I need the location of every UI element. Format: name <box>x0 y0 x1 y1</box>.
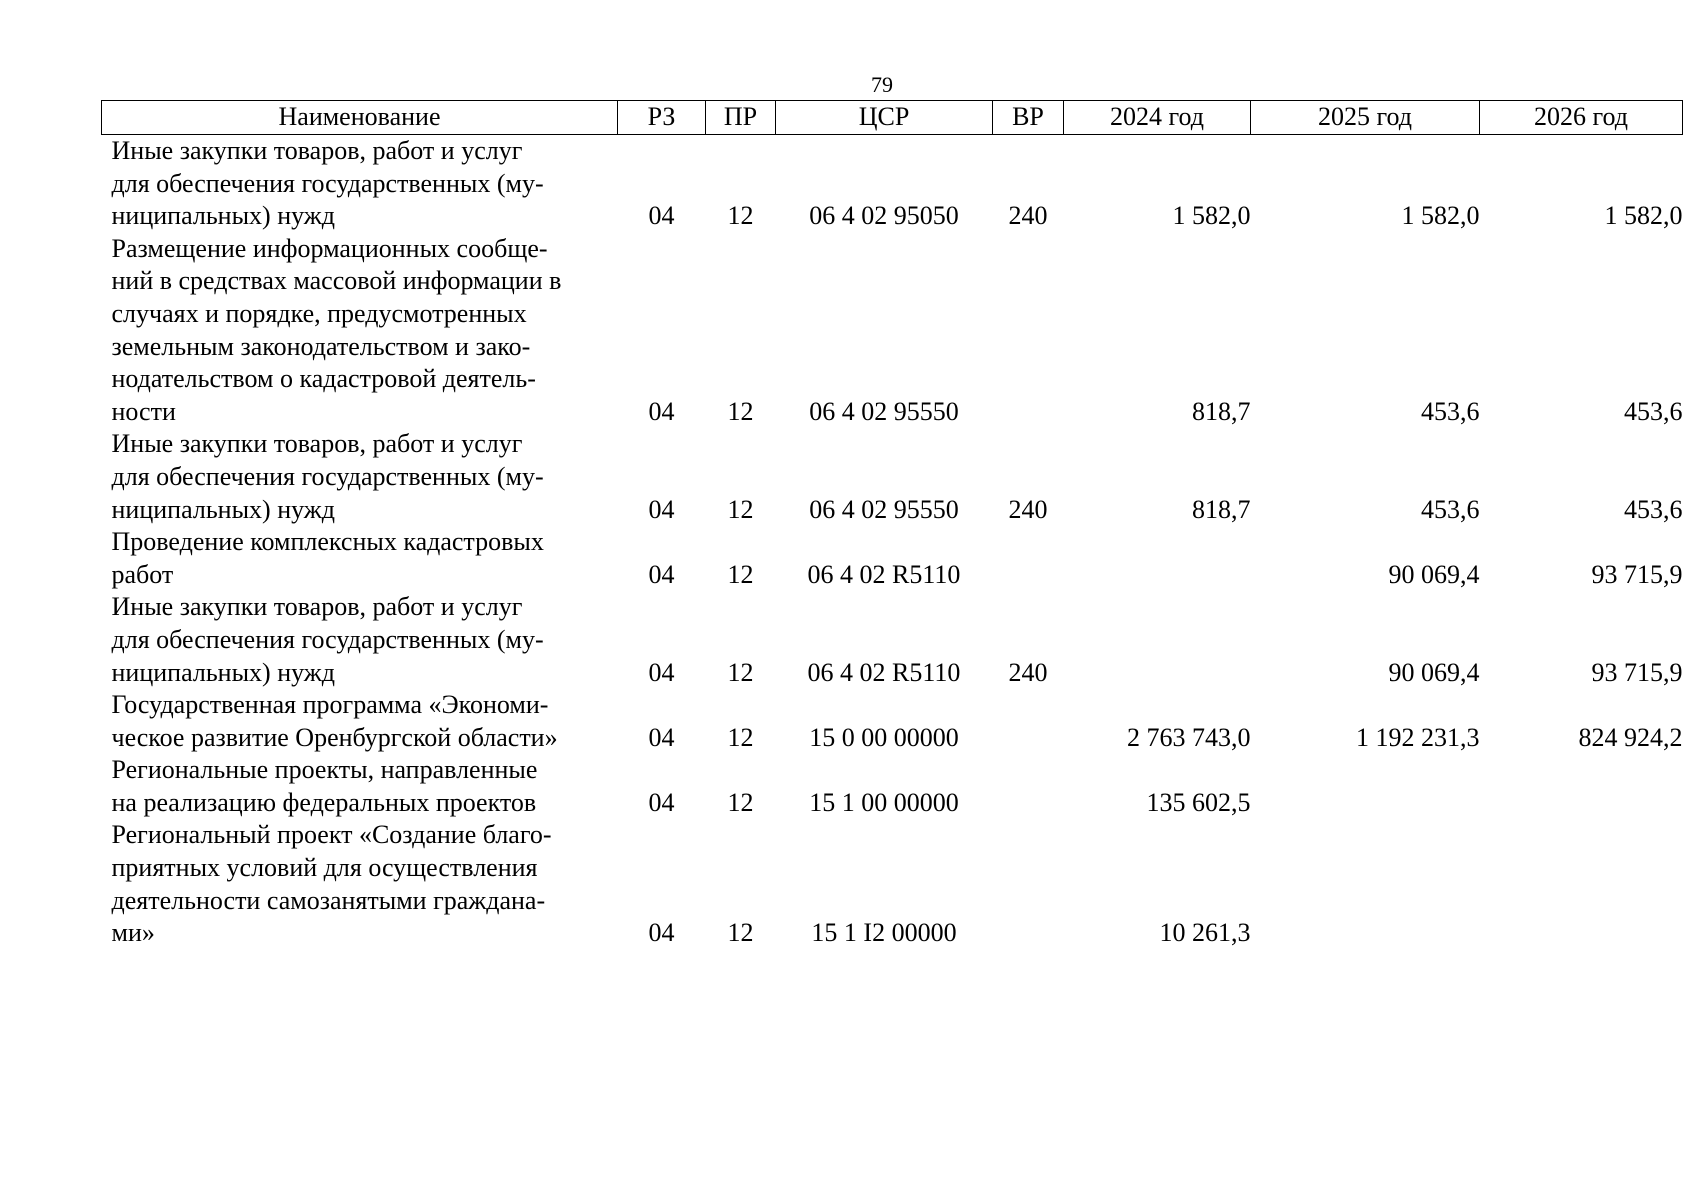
name-line: случаях и порядке, предусмотренных <box>111 298 527 328</box>
name-line: Региональные проекты, направленные <box>111 755 538 785</box>
col-header-rz: РЗ <box>618 101 706 135</box>
col-header-2025: 2025 год <box>1251 101 1480 135</box>
name-line: Иные закупки товаров, работ и услуг <box>111 592 523 622</box>
name-line: деятельности самозанятыми граждана- <box>111 885 546 915</box>
col-header-name: Наименование <box>102 101 618 135</box>
name-line: Размещение информационных сообще- <box>111 233 548 263</box>
cell-name <box>102 233 618 429</box>
cell-pr: 12 <box>727 494 754 524</box>
cell-2025: 453,6 <box>1421 396 1480 426</box>
name-line: на реализацию федеральных проектов <box>111 787 537 817</box>
name-line: ческое развитие Оренбургской области» <box>111 722 558 752</box>
table-header-row <box>102 101 1683 135</box>
name-line: ниципальных) нужд <box>111 657 335 687</box>
name-line: ний в средствах массовой информации в <box>111 266 562 296</box>
name-line: работ <box>111 559 174 589</box>
cell-2024: 135 602,5 <box>1146 787 1251 817</box>
cell-csr: 06 4 02 95050 <box>809 201 959 231</box>
col-header-2026: 2026 год <box>1480 101 1683 135</box>
cell-pr: 12 <box>727 787 754 817</box>
cell-2025: 1 192 231,3 <box>1356 722 1480 752</box>
cell-2025: 453,6 <box>1421 494 1480 524</box>
cell-vr <box>993 754 1064 819</box>
cell-name <box>102 526 618 591</box>
page-number: 79 <box>871 72 893 97</box>
cell-2025: 90 069,4 <box>1388 559 1480 589</box>
cell-csr: 15 1 I2 00000 <box>811 918 957 948</box>
cell-2024: 10 261,3 <box>1159 918 1251 948</box>
cell-vr <box>993 689 1064 754</box>
cell-csr: 06 4 02 95550 <box>809 494 959 524</box>
col-header-csr: ЦСР <box>776 101 993 135</box>
cell-vr <box>993 233 1064 429</box>
cell-2026: 93 715,9 <box>1591 559 1683 589</box>
table-row <box>102 591 1683 689</box>
cell-name <box>102 591 618 689</box>
name-line: нодательством о кадастровой деятель- <box>111 364 536 394</box>
cell-rz: 04 <box>648 787 675 817</box>
cell-pr: 12 <box>727 657 754 687</box>
col-header-pr: ПР <box>706 101 776 135</box>
table-row <box>102 689 1683 754</box>
cell-vr: 240 <box>1008 201 1048 231</box>
table-body <box>102 135 1683 950</box>
cell-2025: 90 069,4 <box>1388 657 1480 687</box>
cell-csr: 06 4 02 95550 <box>809 396 959 426</box>
name-line: для обеспечения государственных (му- <box>111 168 544 198</box>
cell-vr: 240 <box>1008 494 1048 524</box>
cell-2025: 1 582,0 <box>1401 201 1480 231</box>
name-line: ности <box>111 396 176 426</box>
cell-2024 <box>1064 591 1251 689</box>
cell-rz: 04 <box>648 722 675 752</box>
name-line: Иные закупки товаров, работ и услуг <box>111 429 523 459</box>
table-row <box>102 526 1683 591</box>
cell-rz: 04 <box>648 559 675 589</box>
cell-vr <box>993 819 1064 949</box>
table-row <box>102 135 1683 233</box>
name-line: Государственная программа «Экономи- <box>111 690 549 720</box>
col-header-vr: ВР <box>993 101 1064 135</box>
cell-csr: 15 0 00 00000 <box>809 722 959 752</box>
cell-vr <box>993 526 1064 591</box>
cell-csr: 06 4 02 R5110 <box>807 657 961 687</box>
cell-2026: 453,6 <box>1624 494 1683 524</box>
cell-2026: 93 715,9 <box>1591 657 1683 687</box>
name-line: Иные закупки товаров, работ и услуг <box>111 136 523 165</box>
cell-2025 <box>1251 819 1480 949</box>
cell-2024: 818,7 <box>1192 396 1251 426</box>
name-line: приятных условий для осуществления <box>111 853 538 883</box>
cell-2026: 453,6 <box>1624 396 1683 426</box>
cell-2026: 1 582,0 <box>1604 201 1683 231</box>
cell-csr: 15 1 00 00000 <box>809 787 959 817</box>
cell-rz: 04 <box>648 657 675 687</box>
col-header-2024: 2024 год <box>1064 101 1251 135</box>
cell-name <box>102 689 618 754</box>
cell-2024: 818,7 <box>1192 494 1251 524</box>
cell-rz: 04 <box>648 494 675 524</box>
cell-pr: 12 <box>727 396 754 426</box>
cell-pr: 12 <box>727 918 754 948</box>
cell-pr: 12 <box>727 559 754 589</box>
cell-2026 <box>1480 819 1683 949</box>
cell-2025 <box>1251 754 1480 819</box>
table-row <box>102 233 1683 429</box>
cell-name <box>102 754 618 819</box>
cell-name <box>102 819 618 949</box>
table-row <box>102 754 1683 819</box>
name-line: ми» <box>111 918 155 948</box>
cell-2026: 824 924,2 <box>1578 722 1683 752</box>
cell-rz: 04 <box>648 201 675 231</box>
cell-2024 <box>1064 526 1251 591</box>
cell-pr: 12 <box>727 722 754 752</box>
cell-rz: 04 <box>648 396 675 426</box>
name-line: Региональный проект «Создание благо- <box>111 820 552 850</box>
cell-rz: 04 <box>648 918 675 948</box>
cell-2024: 1 582,0 <box>1172 201 1251 231</box>
table-row <box>102 819 1683 949</box>
cell-vr: 240 <box>1008 657 1048 687</box>
cell-name <box>102 135 618 233</box>
name-line: для обеспечения государственных (му- <box>111 624 544 654</box>
name-line: земельным законодательством и зако- <box>111 331 531 361</box>
cell-csr: 06 4 02 R5110 <box>807 559 961 589</box>
name-line: ниципальных) нужд <box>111 201 335 231</box>
cell-pr: 12 <box>727 201 754 231</box>
cell-name <box>102 428 618 526</box>
cell-2026 <box>1480 754 1683 819</box>
table-row <box>102 428 1683 526</box>
name-line: для обеспечения государственных (му- <box>111 461 544 491</box>
name-line: Проведение комплексных кадастровых <box>111 527 544 557</box>
cell-2024: 2 763 743,0 <box>1127 722 1251 752</box>
name-line: ниципальных) нужд <box>111 494 335 524</box>
budget-table <box>101 100 1683 950</box>
